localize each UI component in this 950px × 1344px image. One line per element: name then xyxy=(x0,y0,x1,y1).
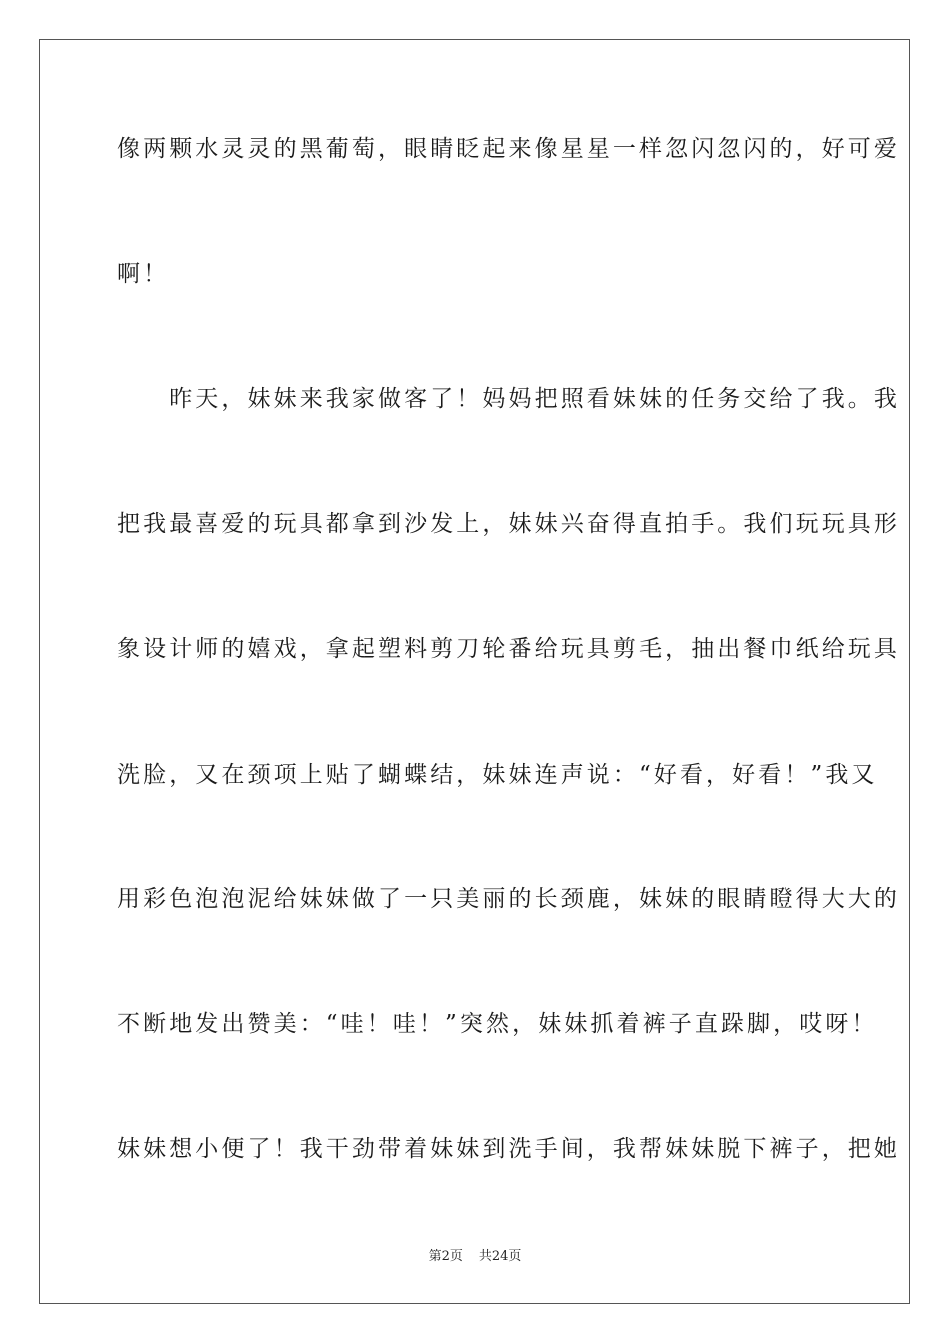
page-footer xyxy=(0,1248,950,1266)
body-text-line: 用彩色泡泡泥给妹妹做了一只美丽的长颈鹿，妹妹的眼睛瞪得大大的 xyxy=(117,886,900,912)
page-number: 第2页 xyxy=(428,1249,463,1264)
page-total: 共24页 xyxy=(478,1249,522,1264)
page-border xyxy=(39,39,910,1304)
body-text-line: 不断地发出赞美：“哇！哇！”突然，妹妹抓着裤子直跺脚，哎呀！ xyxy=(117,1011,878,1037)
body-text-line: 妹妹想小便了！我干劲带着妹妹到洗手间，我帮妹妹脱下裤子，把她 xyxy=(117,1136,900,1162)
body-text-line: 洗脸，又在颈项上贴了蝴蝶结，妹妹连声说：“好看，好看！”我又 xyxy=(117,762,878,788)
body-text-line: 象设计师的嬉戏，拿起塑料剪刀轮番给玩具剪毛，抽出餐巾纸给玩具 xyxy=(117,636,900,662)
body-text-line: 把我最喜爱的玩具都拿到沙发上，妹妹兴奋得直拍手。我们玩玩具形 xyxy=(117,511,900,537)
body-text-line: 像两颗水灵灵的黑葡萄，眼睛眨起来像星星一样忽闪忽闪的，好可爱 xyxy=(117,136,900,162)
body-text-line: 啊！ xyxy=(117,261,170,287)
body-text-line: 昨天，妹妹来我家做客了！妈妈把照看妹妹的任务交给了我。我 xyxy=(117,386,900,412)
